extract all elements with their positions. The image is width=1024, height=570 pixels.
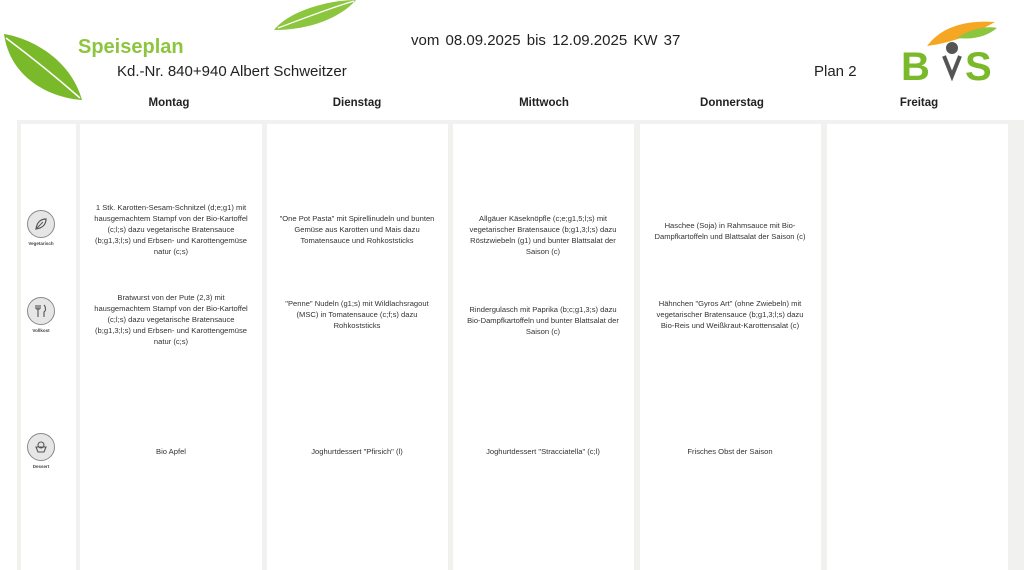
week-period: vom 08.09.2025 bis 12.09.2025 KW 37 [411, 32, 681, 49]
meal-dessert-monday: Bio Apfel [156, 447, 186, 456]
row-label-dessert [21, 433, 61, 469]
leaf-decoration-top-left [0, 28, 90, 104]
meal-vegetarian-wednesday: Allgäuer Käseknöpfle (c;e;g1,5;l;s) mit vegetarischer Bratensauce (b;g1,3;l;s) dazu Röstzwiebeln (g1) und bunter Blattsalat der Saison (c) [469, 214, 617, 256]
full-diet-icon [27, 297, 55, 325]
bvs-logo [897, 18, 1002, 86]
meal-dessert-tuesday: Joghurtdessert "Pfirsich" (l) [311, 447, 403, 456]
meal-vegetarian-monday: 1 Stk. Karotten-Sesam-Schnitzel (d;e;g1) mit hausgemachtem Stampf von der Bio-Kartoffel (c;l;s) dazu vegetarische Bratensauce (b;g1,3;l;s) und Erbsen- und Karottengemüse natur (c;s) [94, 203, 248, 256]
row-label-full-diet [21, 297, 61, 333]
page-title: Speiseplan [78, 36, 184, 58]
day-header-friday: Freitag [899, 97, 939, 109]
meal-full-diet-tuesday: "Penne" Nudeln (g1;s) mit Wildlachsragout (MSC) in Tomatensauce (c;f;s) dazu Rohkoststicks [285, 299, 429, 330]
leaf-decoration-top [270, 0, 360, 32]
day-header-monday: Montag [148, 97, 190, 109]
column-thursday [640, 124, 821, 570]
meal-vegetarian-tuesday: "One Pot Pasta" mit Spirellinudeln und bunten Gemüse aus Karotten und Mais dazu Tomatensauce und Rohkoststicks [279, 214, 435, 245]
day-header-tuesday: Dienstag [332, 97, 382, 109]
meal-full-diet-thursday: Hähnchen "Gyros Art" (ohne Zwiebeln) mit vegetarischer Bratensauce (b;g1,3;l;s) dazu Bio-Reis und Weißkraut-Karottensalat (c) [656, 299, 804, 330]
svg-text:S: S [965, 45, 992, 86]
day-header-thursday: Donnerstag [700, 97, 764, 109]
meal-full-diet-wednesday: Rindergulasch mit Paprika (b;c;g1,3;s) dazu Bio-Dampfkartoffeln und bunter Blattsalat der Saison (c) [467, 305, 619, 336]
meal-vegetarian-thursday: Haschee (Soja) in Rahmsauce mit Bio-Dampfkartoffeln und Blattsalat der Saison (c) [654, 221, 806, 241]
row-label-text: Vollkost [32, 328, 50, 333]
day-header-wednesday: Mittwoch [519, 97, 569, 109]
plan-label: Plan 2 [814, 63, 857, 80]
column-wednesday [453, 124, 634, 570]
meal-dessert-wednesday: Joghurtdessert "Stracciatella" (c;l) [486, 447, 600, 456]
svg-text:B: B [901, 45, 930, 86]
vegetarian-icon [27, 210, 55, 238]
column-monday [80, 124, 262, 570]
row-label-text: Dessert [32, 464, 50, 469]
dessert-icon [27, 433, 55, 461]
column-friday [827, 124, 1008, 570]
label-column [21, 124, 76, 570]
column-tuesday [267, 124, 448, 570]
meal-dessert-thursday: Frisches Obst der Saison [687, 447, 773, 456]
customer-number: Kd.-Nr. 840+940 Albert Schweitzer [117, 63, 347, 80]
meal-full-diet-monday: Bratwurst von der Pute (2,3) mit hausgemachtem Stampf von der Bio-Kartoffel (c;l;s) dazu vegetarische Bratensauce (b;g1,3;l;s) und Erbsen- und Karottengemüse natur (c;s) [94, 293, 248, 346]
row-label-text: Vegetarisch [28, 241, 54, 246]
row-label-vegetarian [21, 210, 61, 246]
